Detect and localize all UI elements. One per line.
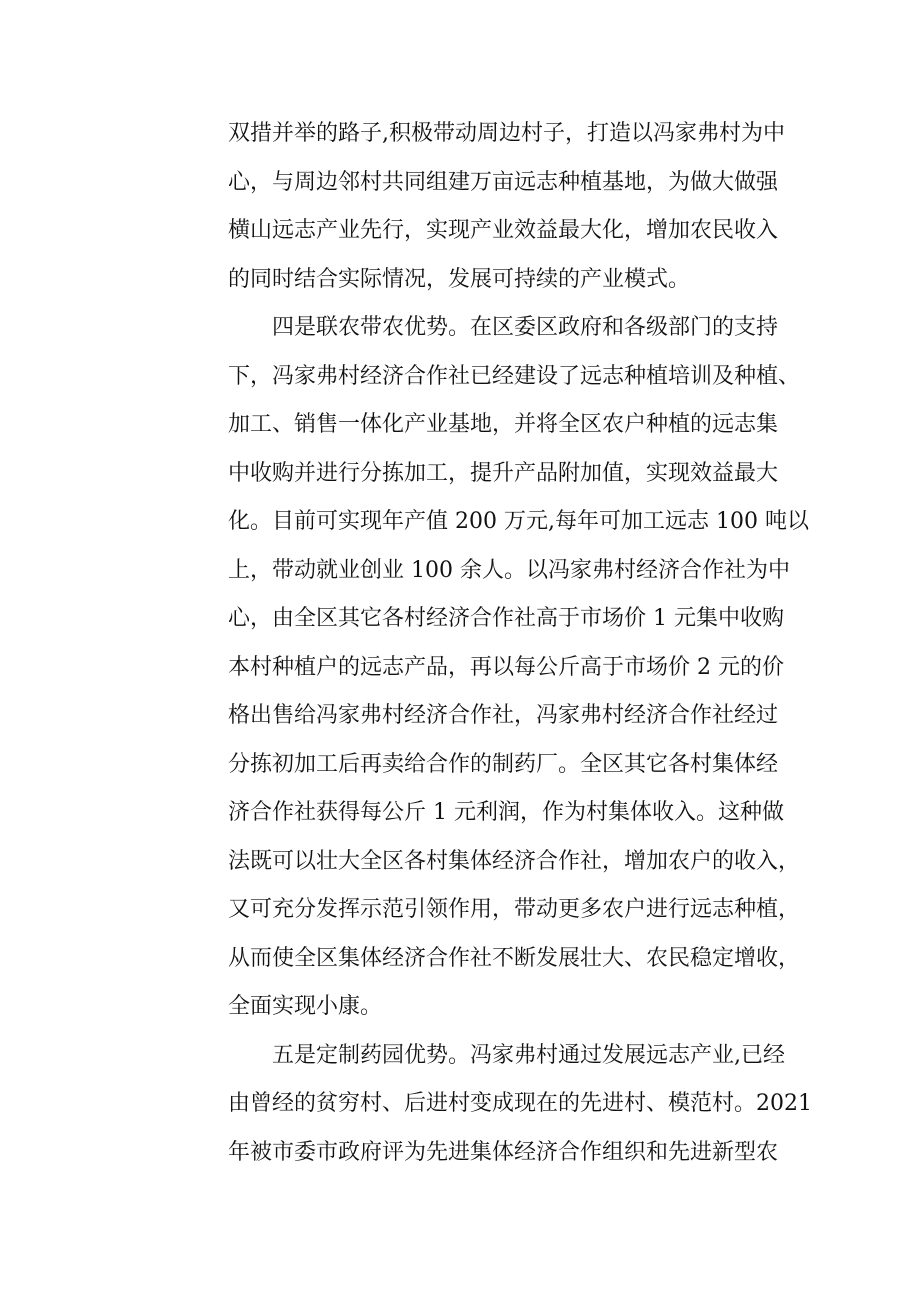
text-line: 心，与周边邻村共同组建万亩远志种植基地，为做大做强 xyxy=(228,169,779,195)
text-line: 上，带动就业创业 100 余人。以冯家弗村经济合作社为中 xyxy=(228,557,790,583)
text-line: 化。目前可实现年产值 200 万元,每年可加工远志 100 吨以 xyxy=(228,509,809,534)
text-line: 本村种植户的远志产品，再以每公斤高于市场价 2 元的价 xyxy=(228,654,784,680)
paragraph-start-line: 四是联农带农优势。在区委区政府和各级部门的支持 xyxy=(272,315,779,340)
paragraph-start-line: 五是定制药园优势。冯家弗村通过发展远志产业,已经 xyxy=(272,1042,785,1068)
text-line: 由曾经的贫穷村、后进村变成现在的先进村、模范村。2021 xyxy=(228,1091,812,1116)
text-line: 格出售给冯家弗村经济合作社，冯家弗村经济合作社经过 xyxy=(228,703,779,728)
text-line: 分拣初加工后再卖给合作的制药厂。全区其它各村集体经 xyxy=(228,751,779,777)
text-line: 全面实现小康。 xyxy=(228,994,383,1019)
text-line: 法既可以壮大全区各村集体经济合作社，增加农户的收入， xyxy=(228,848,801,874)
text-line: 心，由全区其它各村经济合作社高于市场价 1 元集中收购 xyxy=(228,606,784,631)
text-line: 中收购并进行分拣加工，提升产品附加值，实现效益最大 xyxy=(228,460,779,486)
text-line: 从而使全区集体经济合作社不断发展壮大、农民稳定增收， xyxy=(228,945,801,971)
text-line: 横山远志产业先行，实现产业效益最大化，增加农民收入 xyxy=(228,218,779,243)
text-line: 的同时结合实际情况，发展可持续的产业模式。 xyxy=(228,266,691,292)
text-line: 年被市委市政府评为先进集体经济合作组织和先进新型农 xyxy=(228,1139,779,1165)
body-text xyxy=(228,110,828,1177)
text-line: 下，冯家弗村经济合作社已经建设了远志种植培训及种植、 xyxy=(228,363,801,389)
text-line: 双措并举的路子,积极带动周边村子，打造以冯家弗村为中 xyxy=(228,121,785,146)
text-line: 又可充分发挥示范引领作用，带动更多农户进行远志种植， xyxy=(228,897,801,922)
text-line: 济合作社获得每公斤 1 元利润，作为村集体收入。这种做 xyxy=(228,800,784,825)
text-line: 加工、销售一体化产业基地，并将全区农户种植的远志集 xyxy=(228,412,779,437)
